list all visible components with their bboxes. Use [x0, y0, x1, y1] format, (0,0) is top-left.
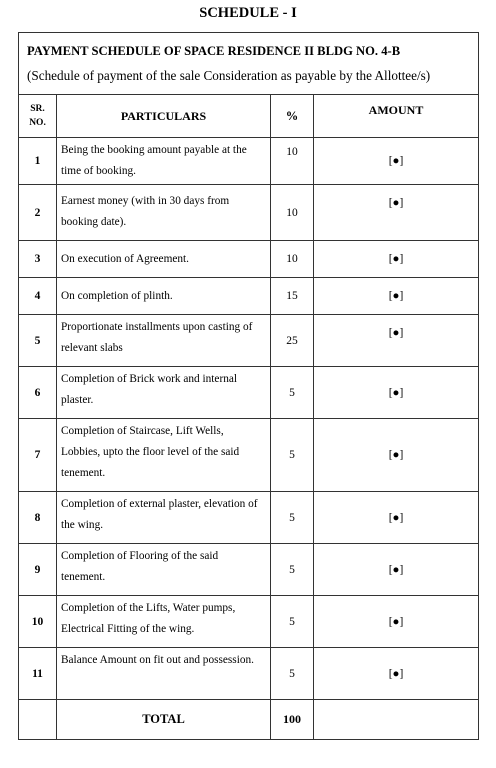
total-label: TOTAL — [57, 700, 271, 740]
column-header-row — [19, 95, 479, 138]
row-sr: 2 — [19, 185, 57, 241]
row-amount: [●] — [314, 596, 479, 648]
row-amount: [●] — [314, 185, 479, 241]
payment-schedule-table — [18, 32, 479, 740]
total-amount — [314, 700, 479, 740]
row-sr: 10 — [19, 596, 57, 648]
table-row — [19, 492, 479, 544]
schedule-heading: PAYMENT SCHEDULE OF SPACE RESIDENCE II BLDG NO. 4-B — [27, 44, 401, 58]
row-sr: 1 — [19, 138, 57, 185]
row-particulars: Completion of Flooring of the said tenement. — [57, 544, 271, 596]
total-sr-empty — [19, 700, 57, 740]
row-amount: [●] — [314, 419, 479, 492]
row-sr: 8 — [19, 492, 57, 544]
schedule-subheading: (Schedule of payment of the sale Consideration as payable by the Allottee/s) — [27, 68, 431, 83]
row-percent: 5 — [271, 419, 314, 492]
table-header-row — [19, 33, 479, 95]
row-amount: [●] — [314, 544, 479, 596]
row-percent: 10 — [271, 185, 314, 241]
row-particulars: Completion of Staircase, Lift Wells, Lobbies, upto the floor level of the said tenement. — [57, 419, 271, 492]
table-row — [19, 367, 479, 419]
row-percent: 5 — [271, 648, 314, 700]
table-row — [19, 241, 479, 278]
row-amount: [●] — [314, 138, 479, 185]
row-amount: [●] — [314, 315, 479, 367]
row-particulars: On completion of plinth. — [57, 278, 271, 315]
schedule-header — [19, 33, 479, 95]
row-percent: 10 — [271, 138, 314, 185]
row-amount: [●] — [314, 278, 479, 315]
row-particulars: On execution of Agreement. — [57, 241, 271, 278]
table-row — [19, 315, 479, 367]
row-percent: 5 — [271, 596, 314, 648]
table-row — [19, 544, 479, 596]
row-sr: 9 — [19, 544, 57, 596]
row-sr: 6 — [19, 367, 57, 419]
column-header-percent: % — [271, 95, 314, 138]
table-row — [19, 419, 479, 492]
row-particulars: Completion of the Lifts, Water pumps, Electrical Fitting of the wing. — [57, 596, 271, 648]
schedule-title: SCHEDULE - I — [199, 5, 297, 21]
row-percent: 5 — [271, 544, 314, 596]
row-particulars: Proportionate installments upon casting of relevant slabs — [57, 315, 271, 367]
row-amount: [●] — [314, 367, 479, 419]
table-row — [19, 185, 479, 241]
row-sr: 7 — [19, 419, 57, 492]
row-sr: 4 — [19, 278, 57, 315]
row-percent: 10 — [271, 241, 314, 278]
row-percent: 15 — [271, 278, 314, 315]
column-header-amount: AMOUNT — [314, 95, 479, 138]
row-particulars: Completion of external plaster, elevation of the wing. — [57, 492, 271, 544]
row-percent: 25 — [271, 315, 314, 367]
row-particulars: Being the booking amount payable at the time of booking. — [57, 138, 271, 185]
row-amount: [●] — [314, 648, 479, 700]
row-amount: [●] — [314, 492, 479, 544]
row-amount: [●] — [314, 241, 479, 278]
column-header-particulars: PARTICULARS — [57, 95, 271, 138]
column-header-sr: SR. NO. — [19, 95, 57, 138]
row-particulars: Completion of Brick work and internal plaster. — [57, 367, 271, 419]
row-particulars: Earnest money (with in 30 days from booking date). — [57, 185, 271, 241]
row-sr: 3 — [19, 241, 57, 278]
row-sr: 5 — [19, 315, 57, 367]
row-sr: 11 — [19, 648, 57, 700]
total-row — [19, 700, 479, 740]
row-percent: 5 — [271, 492, 314, 544]
row-percent: 5 — [271, 367, 314, 419]
table-row — [19, 278, 479, 315]
table-row — [19, 596, 479, 648]
row-particulars: Balance Amount on fit out and possession. — [57, 648, 271, 700]
table-row — [19, 138, 479, 185]
table-row — [19, 648, 479, 700]
total-percent: 100 — [271, 700, 314, 740]
